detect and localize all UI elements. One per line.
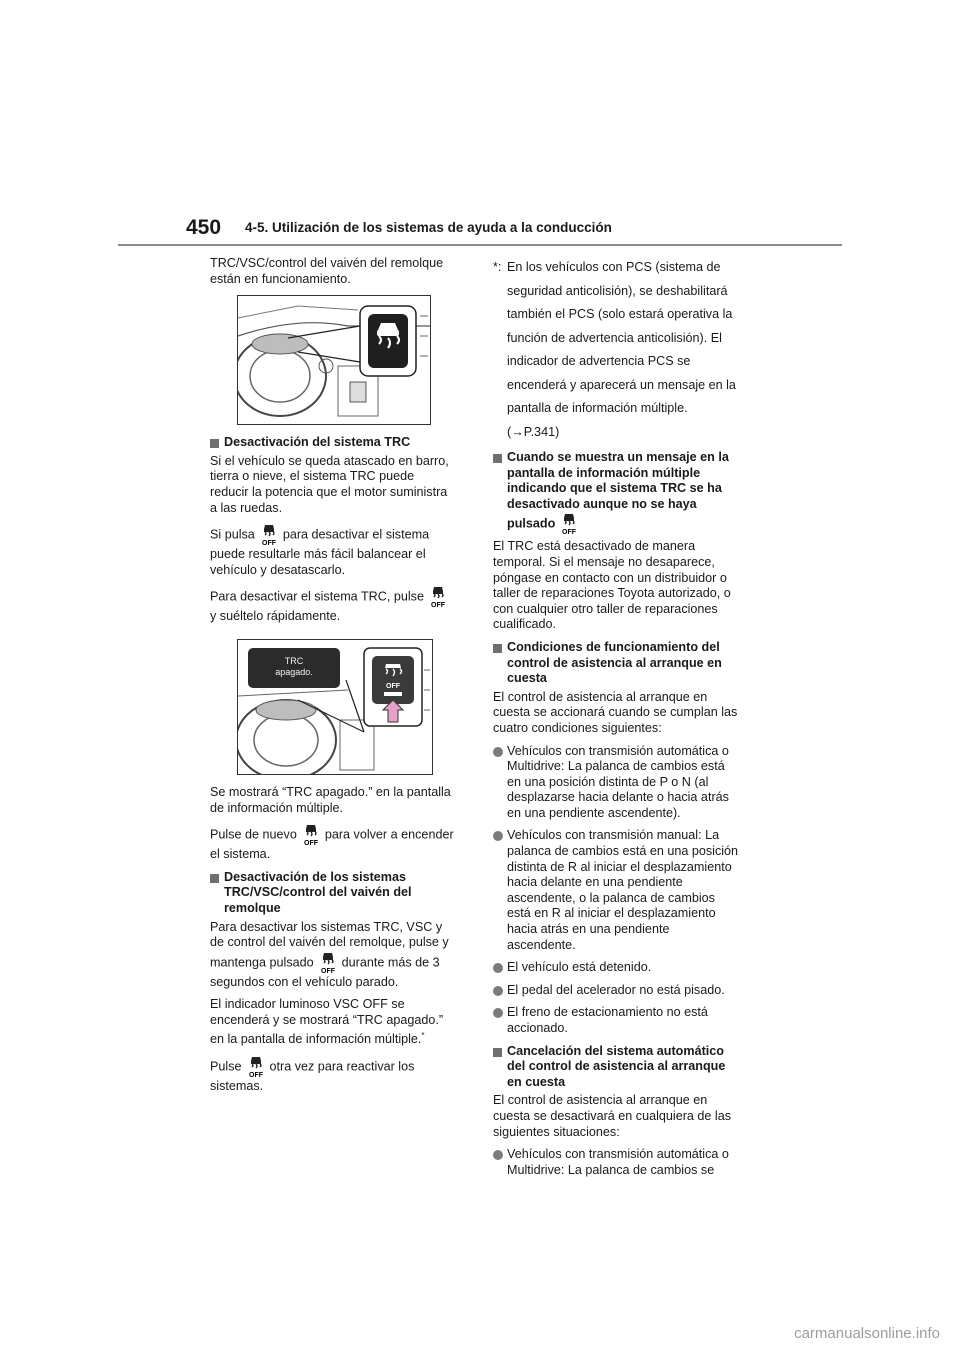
paragraph-hill-start-cancel: El control de asistencia al arranque en cuesta se desactivará en cualquiera de las siguientes situaciones: <box>493 1093 732 1139</box>
text-fragment: Pulse de nuevo <box>210 827 297 842</box>
text-fragment: durante más de 3 segundos con el vehículo parado. <box>210 955 440 989</box>
text-fragment: Para desactivar los sistemas TRC, VSC y de control del vaivén del remolque, pulse y mantenga pulsado <box>210 919 449 970</box>
heading-hill-start-cancel: Cancelación del sistema automático del control de asistencia al arranque en cuesta <box>493 1044 739 1091</box>
vsc-off-button-icon <box>318 951 338 975</box>
trc-apagado-message <box>248 648 340 688</box>
list-item: El pedal del acelerador no está pisado. <box>493 983 739 999</box>
pcs-footnote <box>493 256 739 444</box>
header-rule <box>118 244 842 246</box>
paragraph-trc-message: Se mostrará “TRC apagado.” en la pantalla de información múltiple. <box>210 784 451 815</box>
section-title: 4-5. Utilización de los sistemas de ayuda a la conducción <box>245 220 612 235</box>
off-icon-label: OFF <box>562 529 577 537</box>
figure-trc-warning <box>237 295 431 425</box>
vsc-off-button-icon <box>246 1055 266 1079</box>
list-item: Vehículos con transmisión automática o Multidrive: La palanca de cambios se <box>493 1147 739 1178</box>
page-number: 450 <box>186 216 222 239</box>
off-icon-label: OFF <box>248 1072 263 1080</box>
text-fragment: para desactivar el sistema puede resultarle más fácil balancear el vehículo y desatascarlo. <box>210 527 430 577</box>
paragraph-vsc-indicator <box>210 997 456 1048</box>
text-fragment: Pulse <box>210 1059 242 1074</box>
paragraph-deactivate-trc <box>210 585 456 625</box>
heading-trc-vsc-off: Desactivación de los sistemas TRC/VSC/control del vaivén del remolque <box>210 870 456 917</box>
text-fragment: El indicador luminoso VSC OFF se encenderá y se mostrará “TRC apagado.” en la pantalla de información múltiple. <box>210 997 444 1047</box>
watermark: carmanualsonline.info <box>794 1325 940 1342</box>
footnote-text: En los vehículos con PCS (sistema de seguridad anticolisión), se deshabilitará también el PCS (solo estará operativa la función de advertencia anticolisión). El indicador de advertencia PCS se encenderá y aparecerá un mensaje en la pantalla de información múltiple. (→P.341) <box>507 260 736 439</box>
text-fragment: otra vez para reactivar los sistemas. <box>210 1059 415 1094</box>
list-item: El freno de estacionamiento no está accionado. <box>493 1005 739 1036</box>
paragraph-reactivate <box>210 1055 456 1095</box>
paragraph-hill-start: El control de asistencia al arranque en cuesta se accionará cuando se cumplan las cuatro condiciones siguientes: <box>493 689 738 735</box>
text-fragment: para volver a encender el sistema. <box>210 827 454 862</box>
text-fragment: Si pulsa <box>210 527 255 542</box>
heading-text: Cuando se muestra un mensaje en la pantalla de información múltiple indicando que el sistema TRC se ha desactivado aunque no se haya pulsado <box>507 450 729 531</box>
vsc-off-button-icon <box>559 512 579 536</box>
dashboard-illustration <box>238 296 430 424</box>
heading-trc-message <box>493 450 739 536</box>
right-column <box>493 256 739 1185</box>
paragraph-press-off <box>210 523 456 578</box>
heading-trc-off: Desactivación del sistema TRC <box>210 435 456 451</box>
list-item: Vehículos con transmisión manual: La palanca de cambios está en una posición distinta de R al iniciar el desplazamiento hacia delante en una pendiente ascendente, o la palanca de cambios está en R al iniciar el desplazamiento hacia atrás en una pendiente ascendente. <box>493 828 739 953</box>
off-icon-label: OFF <box>303 840 318 848</box>
text-fragment: Para desactivar el sistema TRC, pulse <box>210 589 424 604</box>
list-item: El vehículo está detenido. <box>493 960 739 976</box>
off-icon-label: OFF <box>320 967 335 975</box>
footnote-mark: *: <box>493 260 502 274</box>
off-icon-label: OFF <box>261 540 276 548</box>
off-icon-label: OFF <box>430 602 445 610</box>
paragraph-trc-stuck: Si el vehículo se queda atascado en barro, tierra o nieve, el sistema TRC puede reducir la potencia que el motor suministra a las ruedas. <box>210 453 449 515</box>
footnote-star: * <box>421 1031 425 1041</box>
intro-text: TRC/VSC/control del vaivén del remolque están en funcionamiento. <box>210 256 444 286</box>
text-fragment: y suéltelo rápidamente. <box>210 609 341 624</box>
paragraph-press-again <box>210 823 456 863</box>
vsc-off-button-icon <box>259 523 279 547</box>
paragraph-trc-temporary: El TRC está desactivado de manera temporal. Si el mensaje no desaparece, póngase en contacto con un distribuidor o taller de reparaciones Toyota autorizado, o con cualquier otro taller de reparaciones cualificado. <box>493 539 731 632</box>
paragraph-hold-off <box>210 920 456 991</box>
trc-bubble-line2: apagado. <box>275 666 313 677</box>
trc-bubble-line1: TRC <box>284 655 304 666</box>
vsc-off-button-icon <box>301 823 321 847</box>
vsc-off-button-icon <box>428 585 448 609</box>
heading-hill-start-conditions: Condiciones de funcionamiento del control de asistencia al arranque en cuesta <box>493 640 739 687</box>
fig-off-label: OFF <box>386 682 400 690</box>
figure-trc-apagado <box>237 639 433 775</box>
left-column <box>210 256 456 1102</box>
list-item: Vehículos con transmisión automática o Multidrive: La palanca de cambios está en una posición distinta de P o N (al desplazarse hacia delante o hacia atrás en una pendiente ascendente). <box>493 744 739 822</box>
